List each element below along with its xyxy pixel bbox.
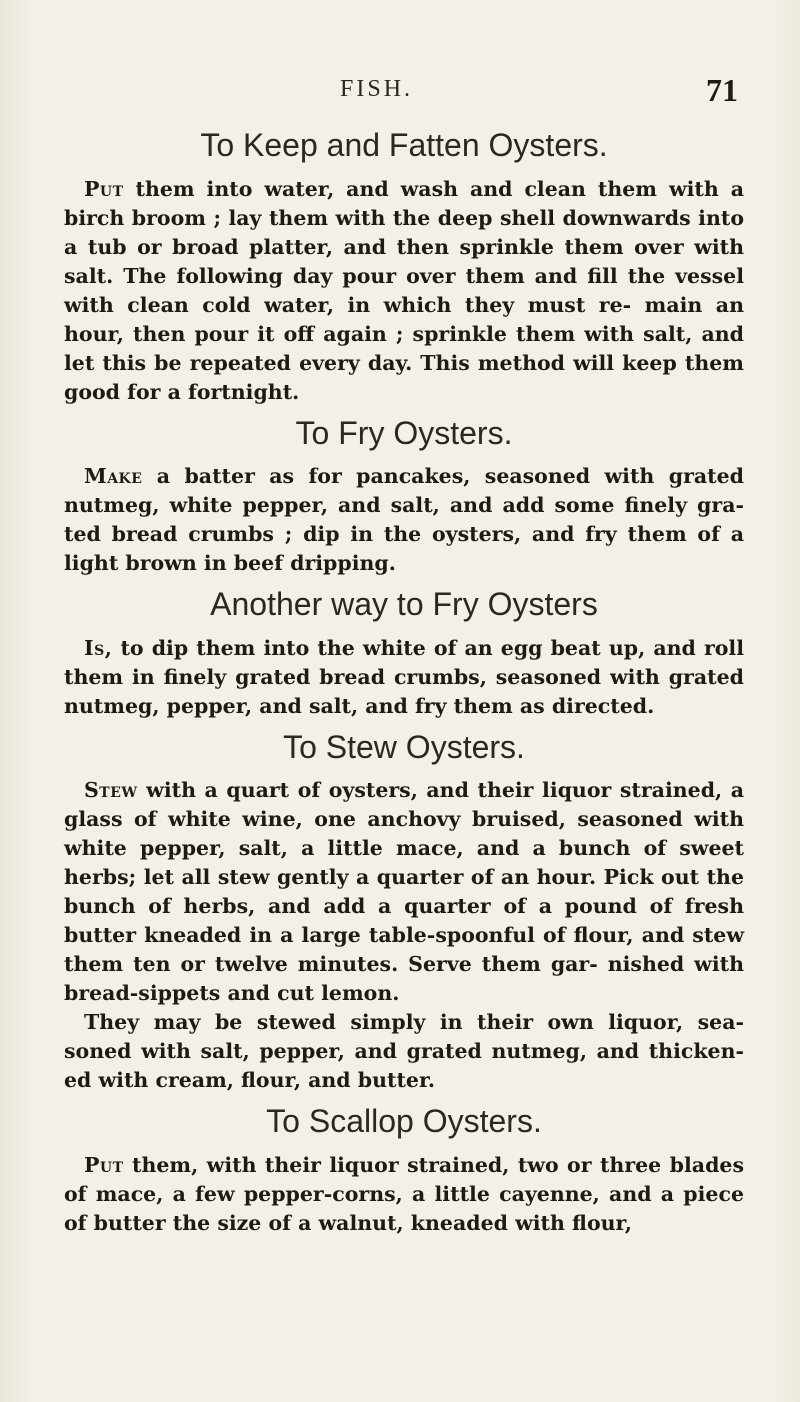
recipe-keep-fatten-oysters xyxy=(64,125,744,407)
paragraph-text: a batter as for pancakes, seasoned with grated nutmeg, white pepper, and salt, and add some finely gra- ted bread crumbs ; dip in the oysters, and fry them of a light brown in beef dripping. xyxy=(64,464,744,576)
recipe-another-fry-oysters xyxy=(64,584,744,721)
paragraph-text: them, with their liquor strained, two or three blades of mace, a few pepper-corns, a little cayenne, and a piece of butter the size of a walnut, kneaded with flour, xyxy=(64,1152,744,1235)
recipe-paragraph-2: They may be stewed simply in their own liquor, sea- soned with salt, pepper, and grated nutmeg, and thicken- ed with cream, flour, and butter. xyxy=(64,1010,744,1093)
recipe-paragraph xyxy=(64,776,744,1008)
recipe-title: To Stew Oysters. xyxy=(283,728,525,765)
page-content xyxy=(64,125,744,1244)
lead-word: Put xyxy=(84,1152,124,1177)
running-head-section: FISH. xyxy=(340,76,414,102)
recipe-paragraph xyxy=(64,634,744,721)
running-head xyxy=(0,72,800,112)
paragraph-text: with a quart of oysters, and their liquor strained, a glass of white wine, one anchovy bruised, seasoned with white pepper, salt, a little mace, and a bunch of sweet herbs; let all stew gently a quarter of an hour. Pick out the bunch of herbs, and add a quarter of a pound of fresh butter kneaded in a large table-spoonful of flour, and stew them ten or twelve minutes. Serve them gar- nished with bread-sippets and cut lemon. xyxy=(64,778,744,1006)
recipe-paragraph xyxy=(64,462,744,578)
recipe-paragraph xyxy=(64,1151,744,1238)
recipe-title: To Fry Oysters. xyxy=(295,414,513,451)
recipe-scallop-oysters xyxy=(64,1101,744,1238)
paragraph-text: to dip them into the white of an egg beat up, and roll them in finely grated bread crumbs, seasoned with grated nutmeg, pepper, and salt, and fry them as directed. xyxy=(64,635,744,718)
recipe-title: To Keep and Fatten Oysters. xyxy=(200,127,608,163)
lead-word: Stew xyxy=(84,778,138,803)
recipe-paragraph xyxy=(64,175,744,407)
lead-word: Is, xyxy=(84,635,113,660)
paragraph-text: them into water, and wash and clean them with a birch broom ; lay them with the deep shell downwards into a tub or broad platter, and then sprinkle them over with salt. The following day pour over them and fill the vessel with clean cold water, in which they must re- main an hour, then pour it off again ; sprinkle them with salt, and let this be repeated every day. This method will keep them good for a fortnight. xyxy=(64,176,744,404)
lead-word: Put xyxy=(84,176,124,201)
recipe-stew-oysters xyxy=(64,727,744,1096)
recipe-title: To Scallop Oysters. xyxy=(266,1103,542,1140)
recipe-title: Another way to Fry Oysters xyxy=(210,586,598,623)
recipe-fry-oysters xyxy=(64,413,744,579)
lead-word: Make xyxy=(84,464,143,489)
page-number: 71 xyxy=(706,72,738,108)
